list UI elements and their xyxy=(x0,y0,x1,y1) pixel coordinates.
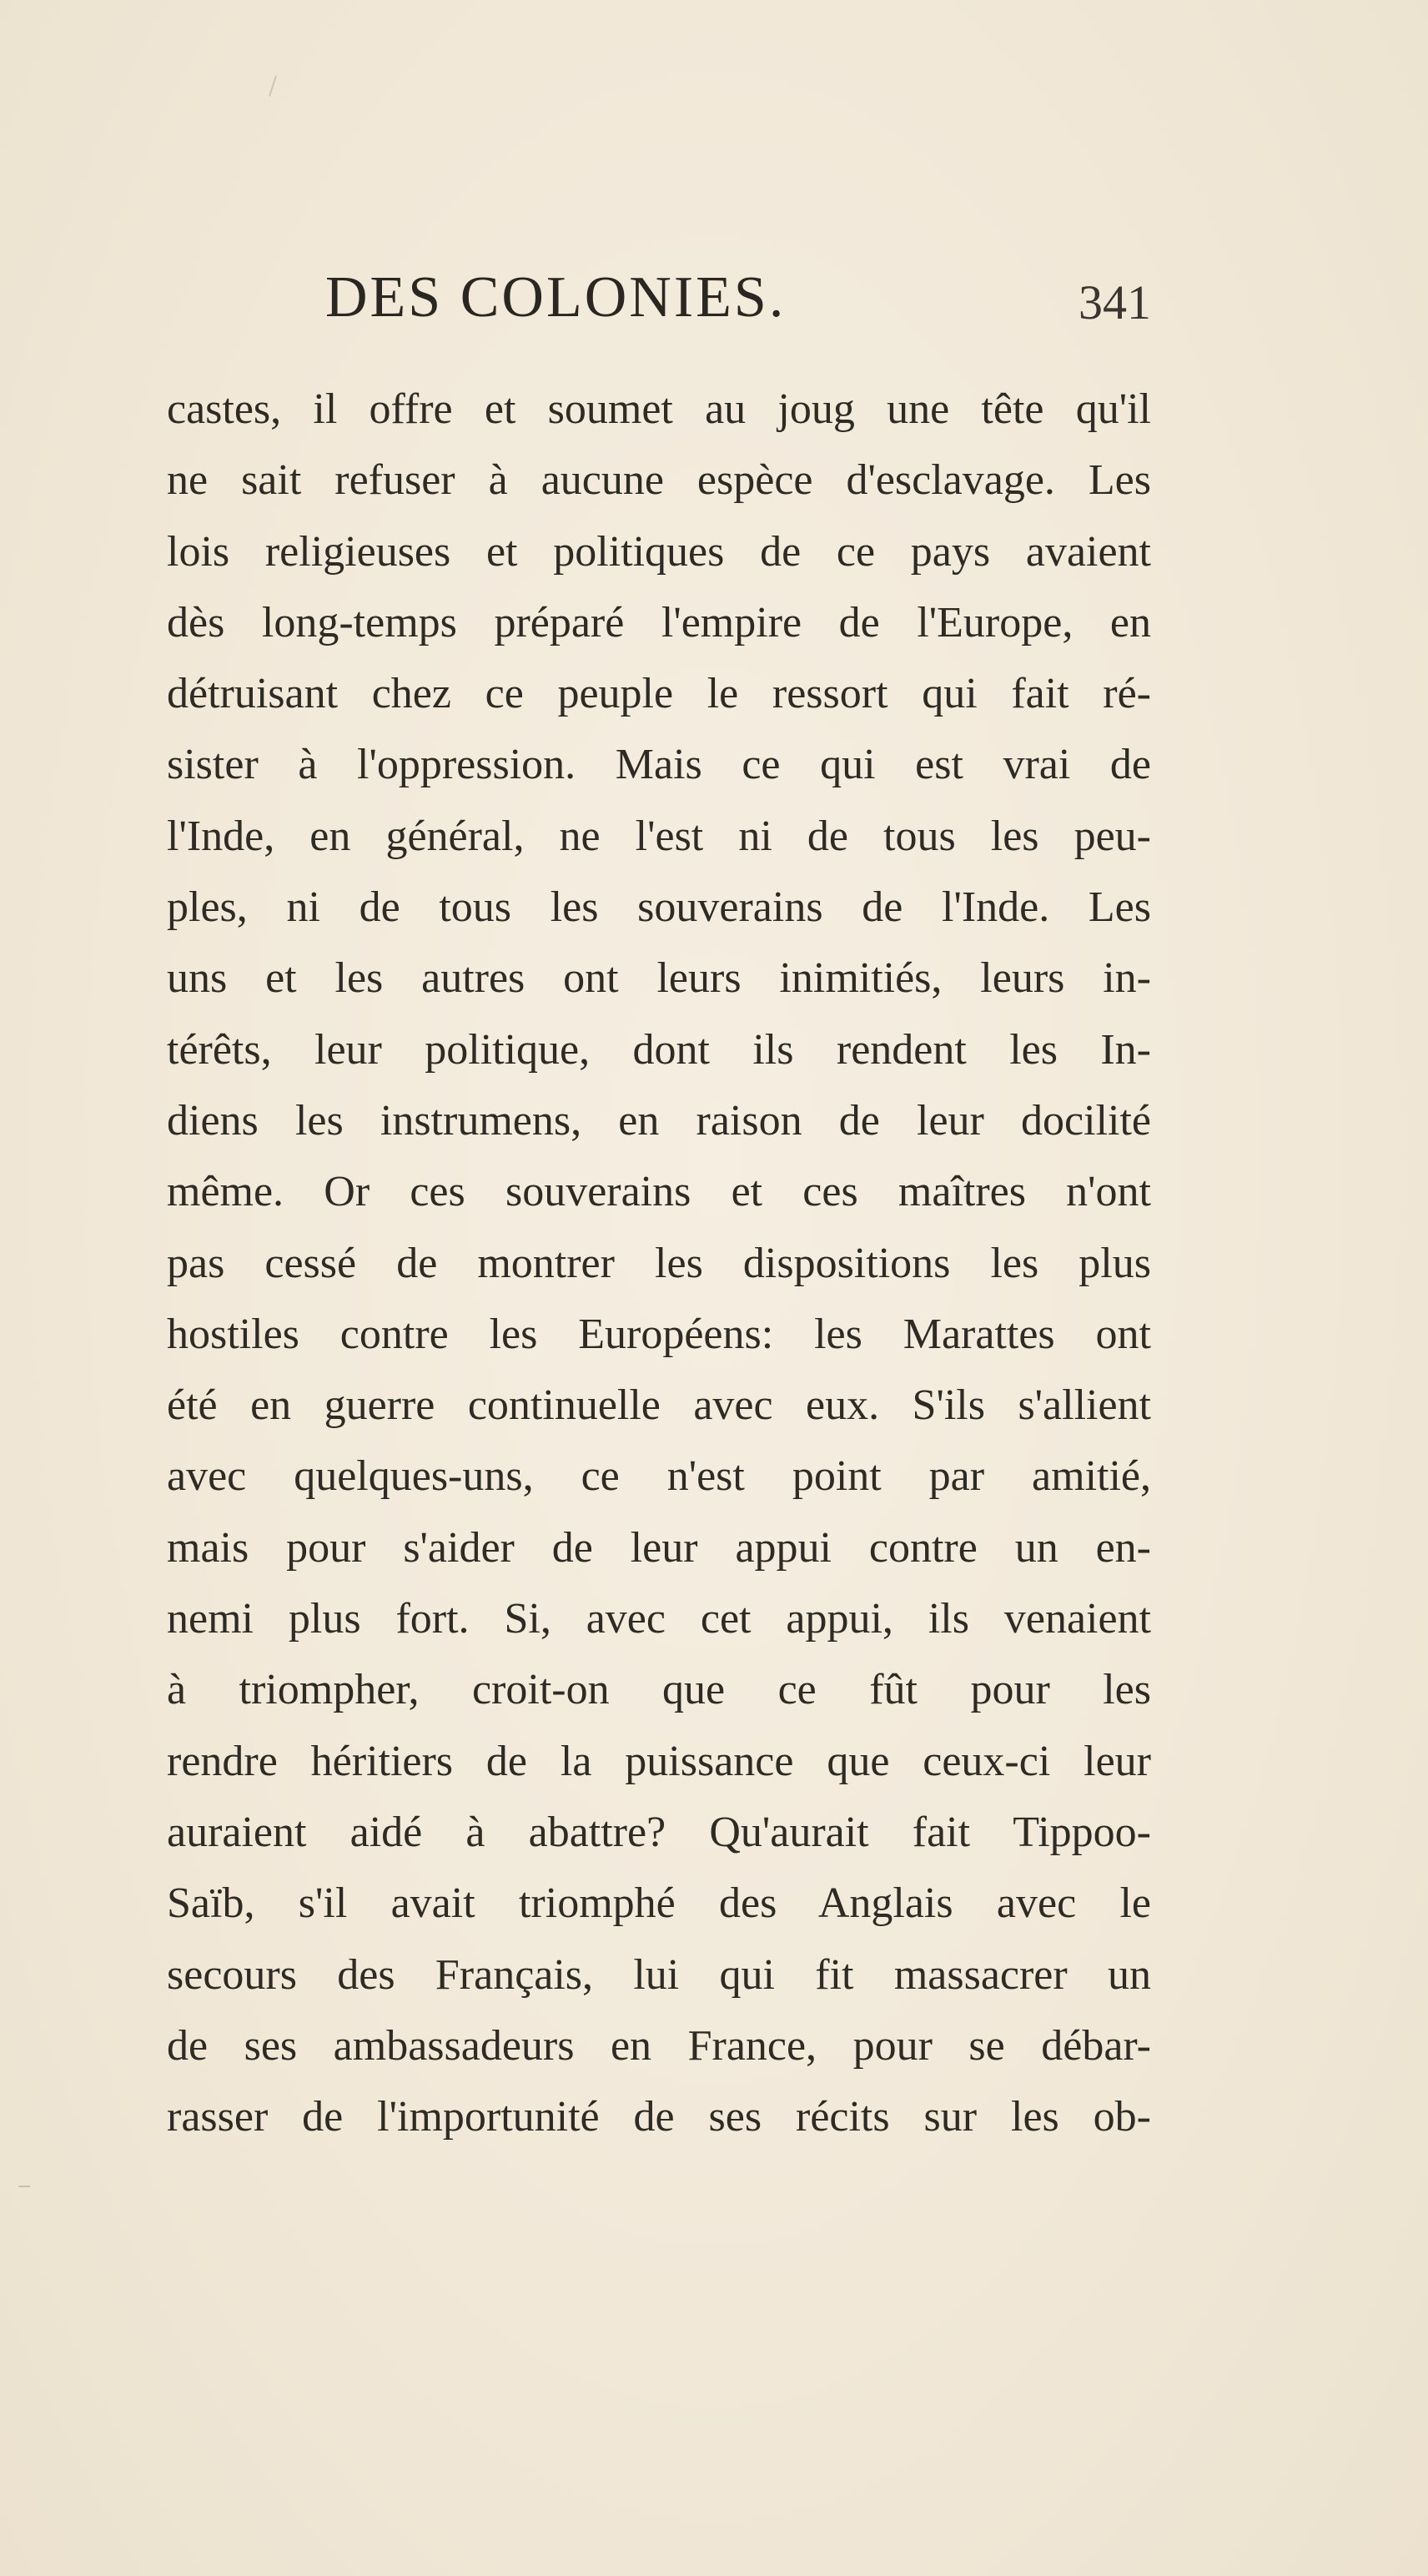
text-line: été en guerre continuelle avec eux. S'ils s'allient xyxy=(167,1381,1151,1430)
text-line: nemi plus fort. Si, avec cet appui, ils venaient xyxy=(167,1595,1151,1643)
text-line: Saïb, s'il avait triomphé des Anglais avec le xyxy=(167,1879,1151,1928)
text-line: diens les instrumens, en raison de leur docilité xyxy=(167,1096,1151,1145)
text-line: détruisant chez ce peuple le ressort qui fait ré- xyxy=(167,670,1151,718)
text-line: ples, ni de tous les souverains de l'Inde. Les xyxy=(167,883,1151,932)
text-line: dès long-temps préparé l'empire de l'Europe, en xyxy=(167,598,1151,647)
body-text xyxy=(167,374,1151,2152)
text-line: castes, il offre et soumet au joug une tête qu'il xyxy=(167,385,1151,433)
text-line: l'Inde, en général, ne l'est ni de tous les peu- xyxy=(167,812,1151,860)
margin-mark xyxy=(18,2186,30,2187)
text-line: rendre héritiers de la puissance que ceux-ci leur xyxy=(167,1737,1151,1785)
text-line: mais pour s'aider de leur appui contre un en- xyxy=(167,1523,1151,1572)
text-line: secours des Français, lui qui fit massacrer un xyxy=(167,1950,1151,1999)
page-number: 341 xyxy=(1079,275,1151,330)
paper-speck xyxy=(269,75,277,96)
text-line: sister à l'oppression. Mais ce qui est vrai de xyxy=(167,741,1151,789)
text-line: avec quelques-uns, ce n'est point par amitié, xyxy=(167,1452,1151,1501)
text-line: à triompher, croit-on que ce fût pour les xyxy=(167,1666,1151,1714)
running-title: DES COLONIES. xyxy=(325,265,787,330)
text-line: uns et les autres ont leurs inimitiés, leurs in- xyxy=(167,954,1151,1003)
text-line: de ses ambassadeurs en France, pour se débar- xyxy=(167,2021,1151,2070)
text-line: lois religieuses et politiques de ce pays avaient xyxy=(167,527,1151,576)
text-line: hostiles contre les Européens: les Marattes ont xyxy=(167,1310,1151,1358)
text-line: auraient aidé à abattre? Qu'aurait fait Tippoo- xyxy=(167,1808,1151,1856)
text-line: pas cessé de montrer les dispositions les plus xyxy=(167,1239,1151,1287)
text-line: ne sait refuser à aucune espèce d'esclavage. Les xyxy=(167,456,1151,505)
running-head xyxy=(167,260,1151,335)
text-line: térêts, leur politique, dont ils rendent les In- xyxy=(167,1025,1151,1074)
text-line: rasser de l'importunité de ses récits sur les ob- xyxy=(167,2093,1151,2141)
text-line: même. Or ces souverains et ces maîtres n'ont xyxy=(167,1168,1151,1216)
